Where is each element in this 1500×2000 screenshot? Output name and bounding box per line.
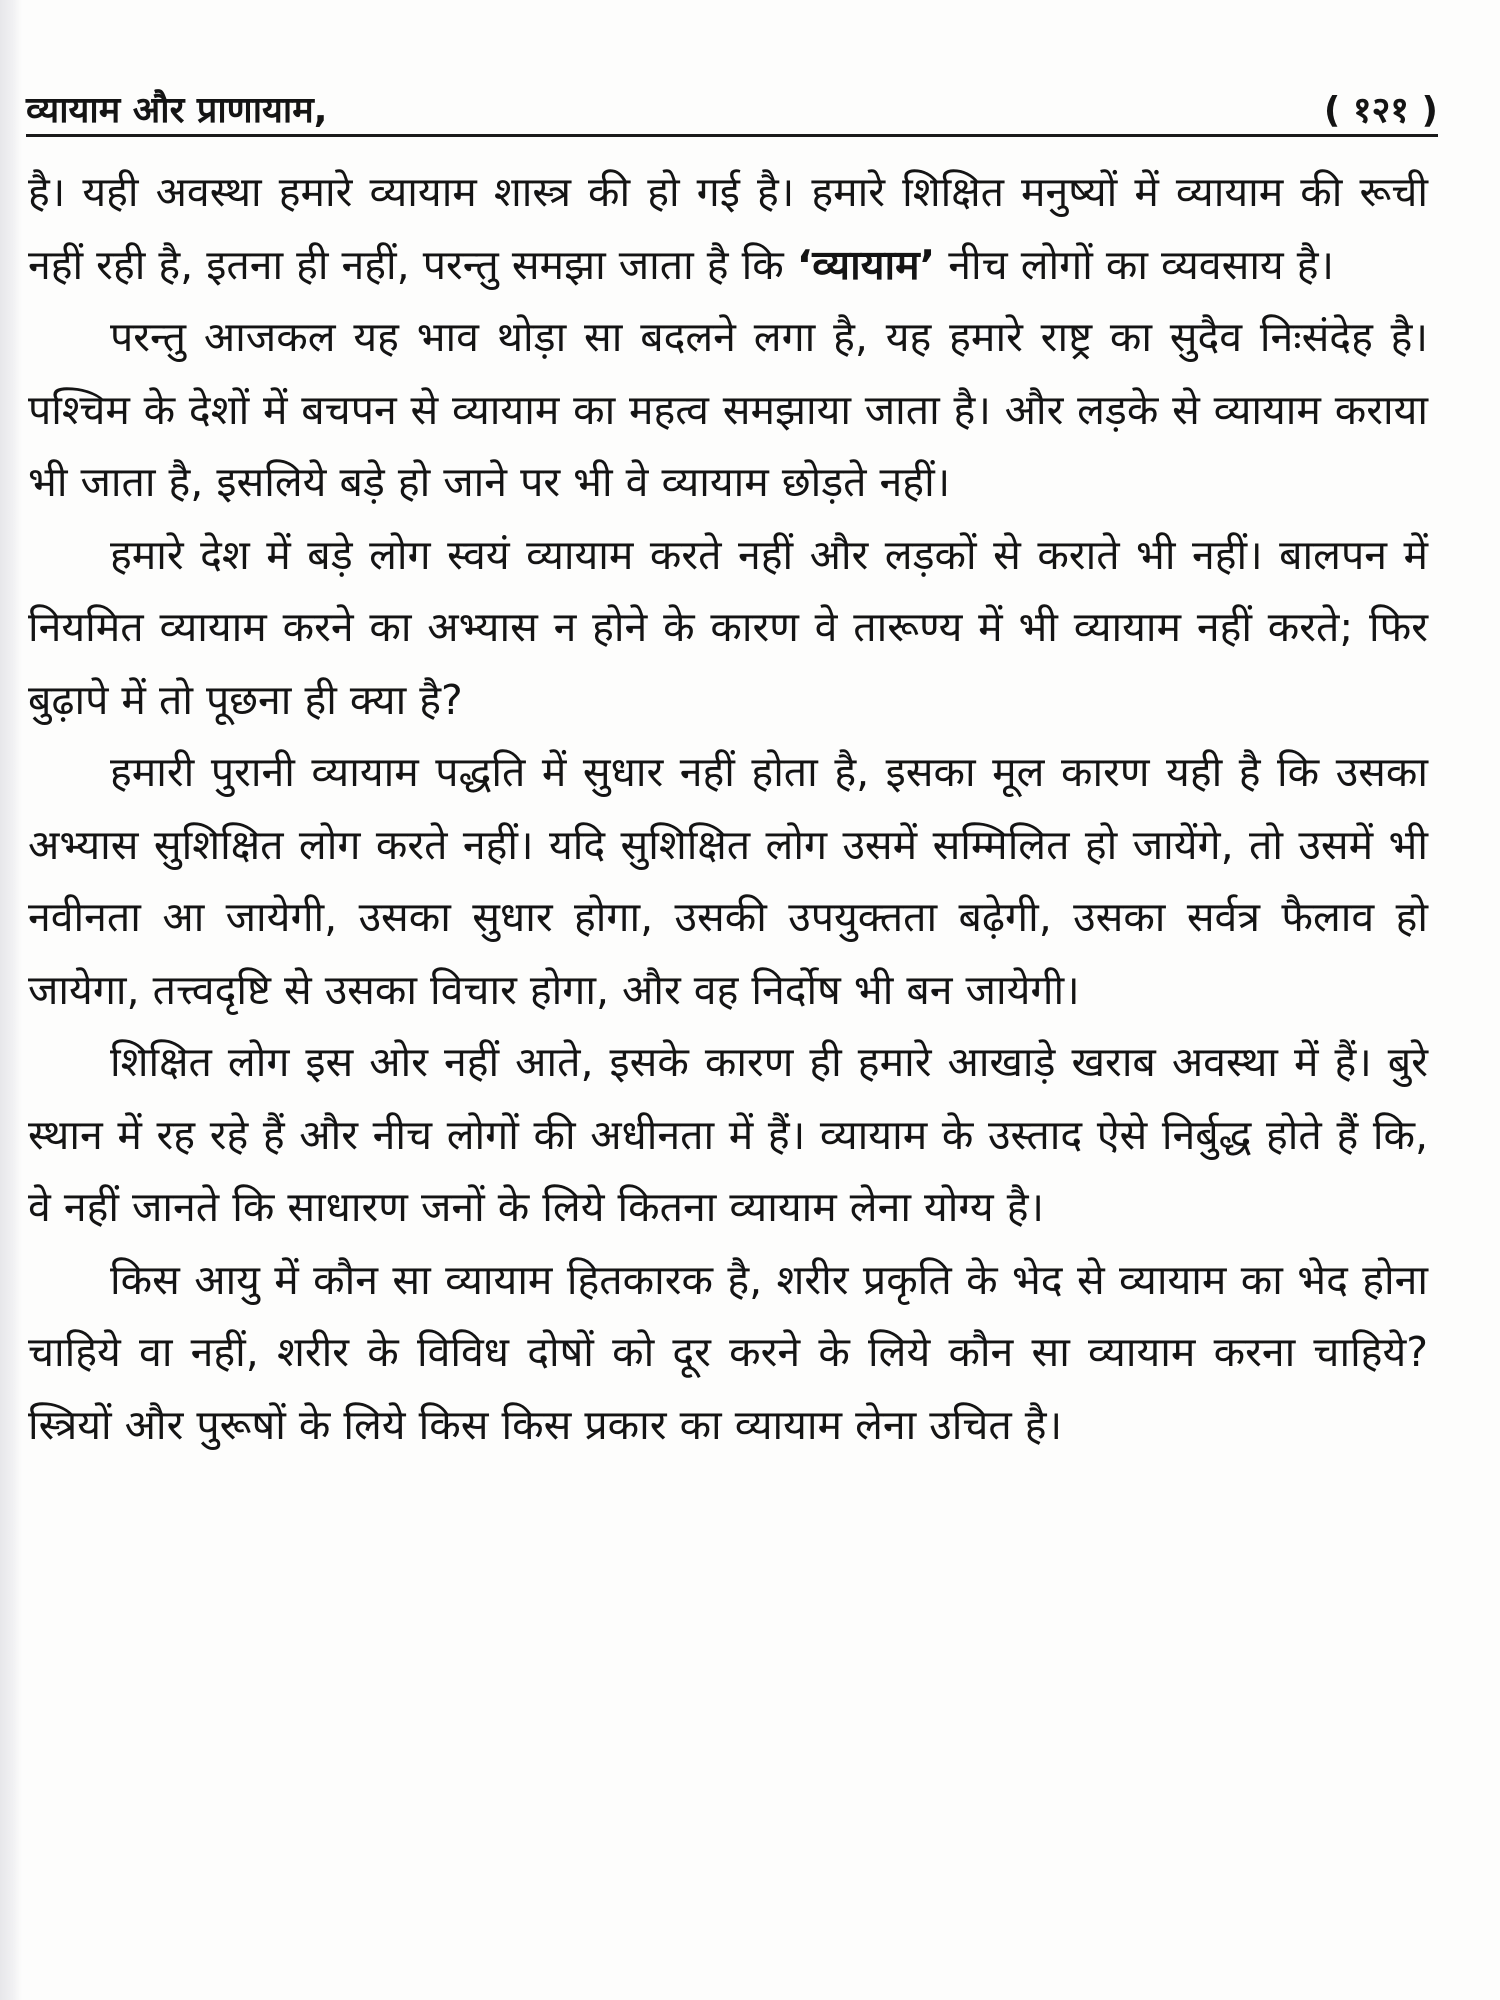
paragraph-6: किस आयु में कौन सा व्यायाम हितकारक है, शरीर प्रकृति के भेद से व्यायाम का भेद होना चाहिये वा नहीं, शरीर के विविध दोषों को दूर करने के लिये कौन सा व्यायाम करना चाहिये? स्त्रियों और पुरूषों के लिये किस किस प्रकार का व्यायाम लेना उचित है। — [28, 1255, 1428, 1449]
paragraph-1 — [28, 156, 1428, 301]
header-rule — [26, 134, 1438, 137]
emphasized-word: ‘व्यायाम’ — [796, 240, 936, 289]
paragraph-4: हमारी पुरानी व्यायाम पद्धति में सुधार नहीं होता है, इसका मूल कारण यही है कि उसका अभ्यास सुशिक्षित लोग करते नहीं। यदि सुशिक्षित लोग उसमें सम्मिलित हो जायेंगे, तो उसमें भी नवीनता आ जायेगी, उसका सुधार होगा, उसकी उपयुक्तता बढ़ेगी, उसका सर्वत्र फैलाव हो जायेगा, तत्त्वदृष्टि से उसका विचार होगा, और वह निर्दोष भी बन जायेगी। — [28, 748, 1428, 1014]
page-header — [26, 78, 1438, 136]
page-binding-edge — [0, 0, 22, 2000]
paragraph-3: हमारे देश में बड़े लोग स्वयं व्यायाम करते नहीं और लड़कों से कराते भी नहीं। बालपन में नियमित व्यायाम करने का अभ्यास न होने के कारण वे तारूण्य में भी व्यायाम नहीं करते; फिर बुढ़ापे में तो पूछना ही क्या है? — [28, 530, 1428, 724]
running-title: व्यायाम और प्राणायाम, — [26, 90, 328, 131]
body-text — [28, 156, 1428, 1461]
paragraph-5: शिक्षित लोग इस ओर नहीं आते, इसके कारण ही हमारे आखाड़े खराब अवस्था में हैं। बुरे स्थान में रह रहे हैं और नीच लोगों की अधीनता में हैं। व्यायाम के उस्ताद ऐसे निर्बुद्ध होते हैं कि, वे नहीं जानते कि साधारण जनों के लिये कितना व्यायाम लेना योग्य है। — [28, 1038, 1428, 1231]
paragraph-1-text-start: है। यही अवस्था हमारे व्यायाम शास्त्र की हो गई है। हमारे शिक्षित मनुष्यों में व्यायाम की रूची नहीं रही है, इतना ही नहीं, परन्तु समझा जाता है कि — [28, 168, 1428, 289]
paragraph-1-text-end: नीच लोगों का व्यवसाय है। — [935, 240, 1335, 289]
page-number: ( १२१ ) — [1323, 90, 1438, 131]
paragraph-2: परन्तु आजकल यह भाव थोड़ा सा बदलने लगा है, यह हमारे राष्ट्र का सुदैव निःसंदेह है। पश्चिम के देशों में बचपन से व्यायाम का महत्व समझाया जाता है। और लड़के से व्यायाम कराया भी जाता है, इसलिये बड़े हो जाने पर भी वे व्यायाम छोड़ते नहीं। — [28, 313, 1428, 506]
